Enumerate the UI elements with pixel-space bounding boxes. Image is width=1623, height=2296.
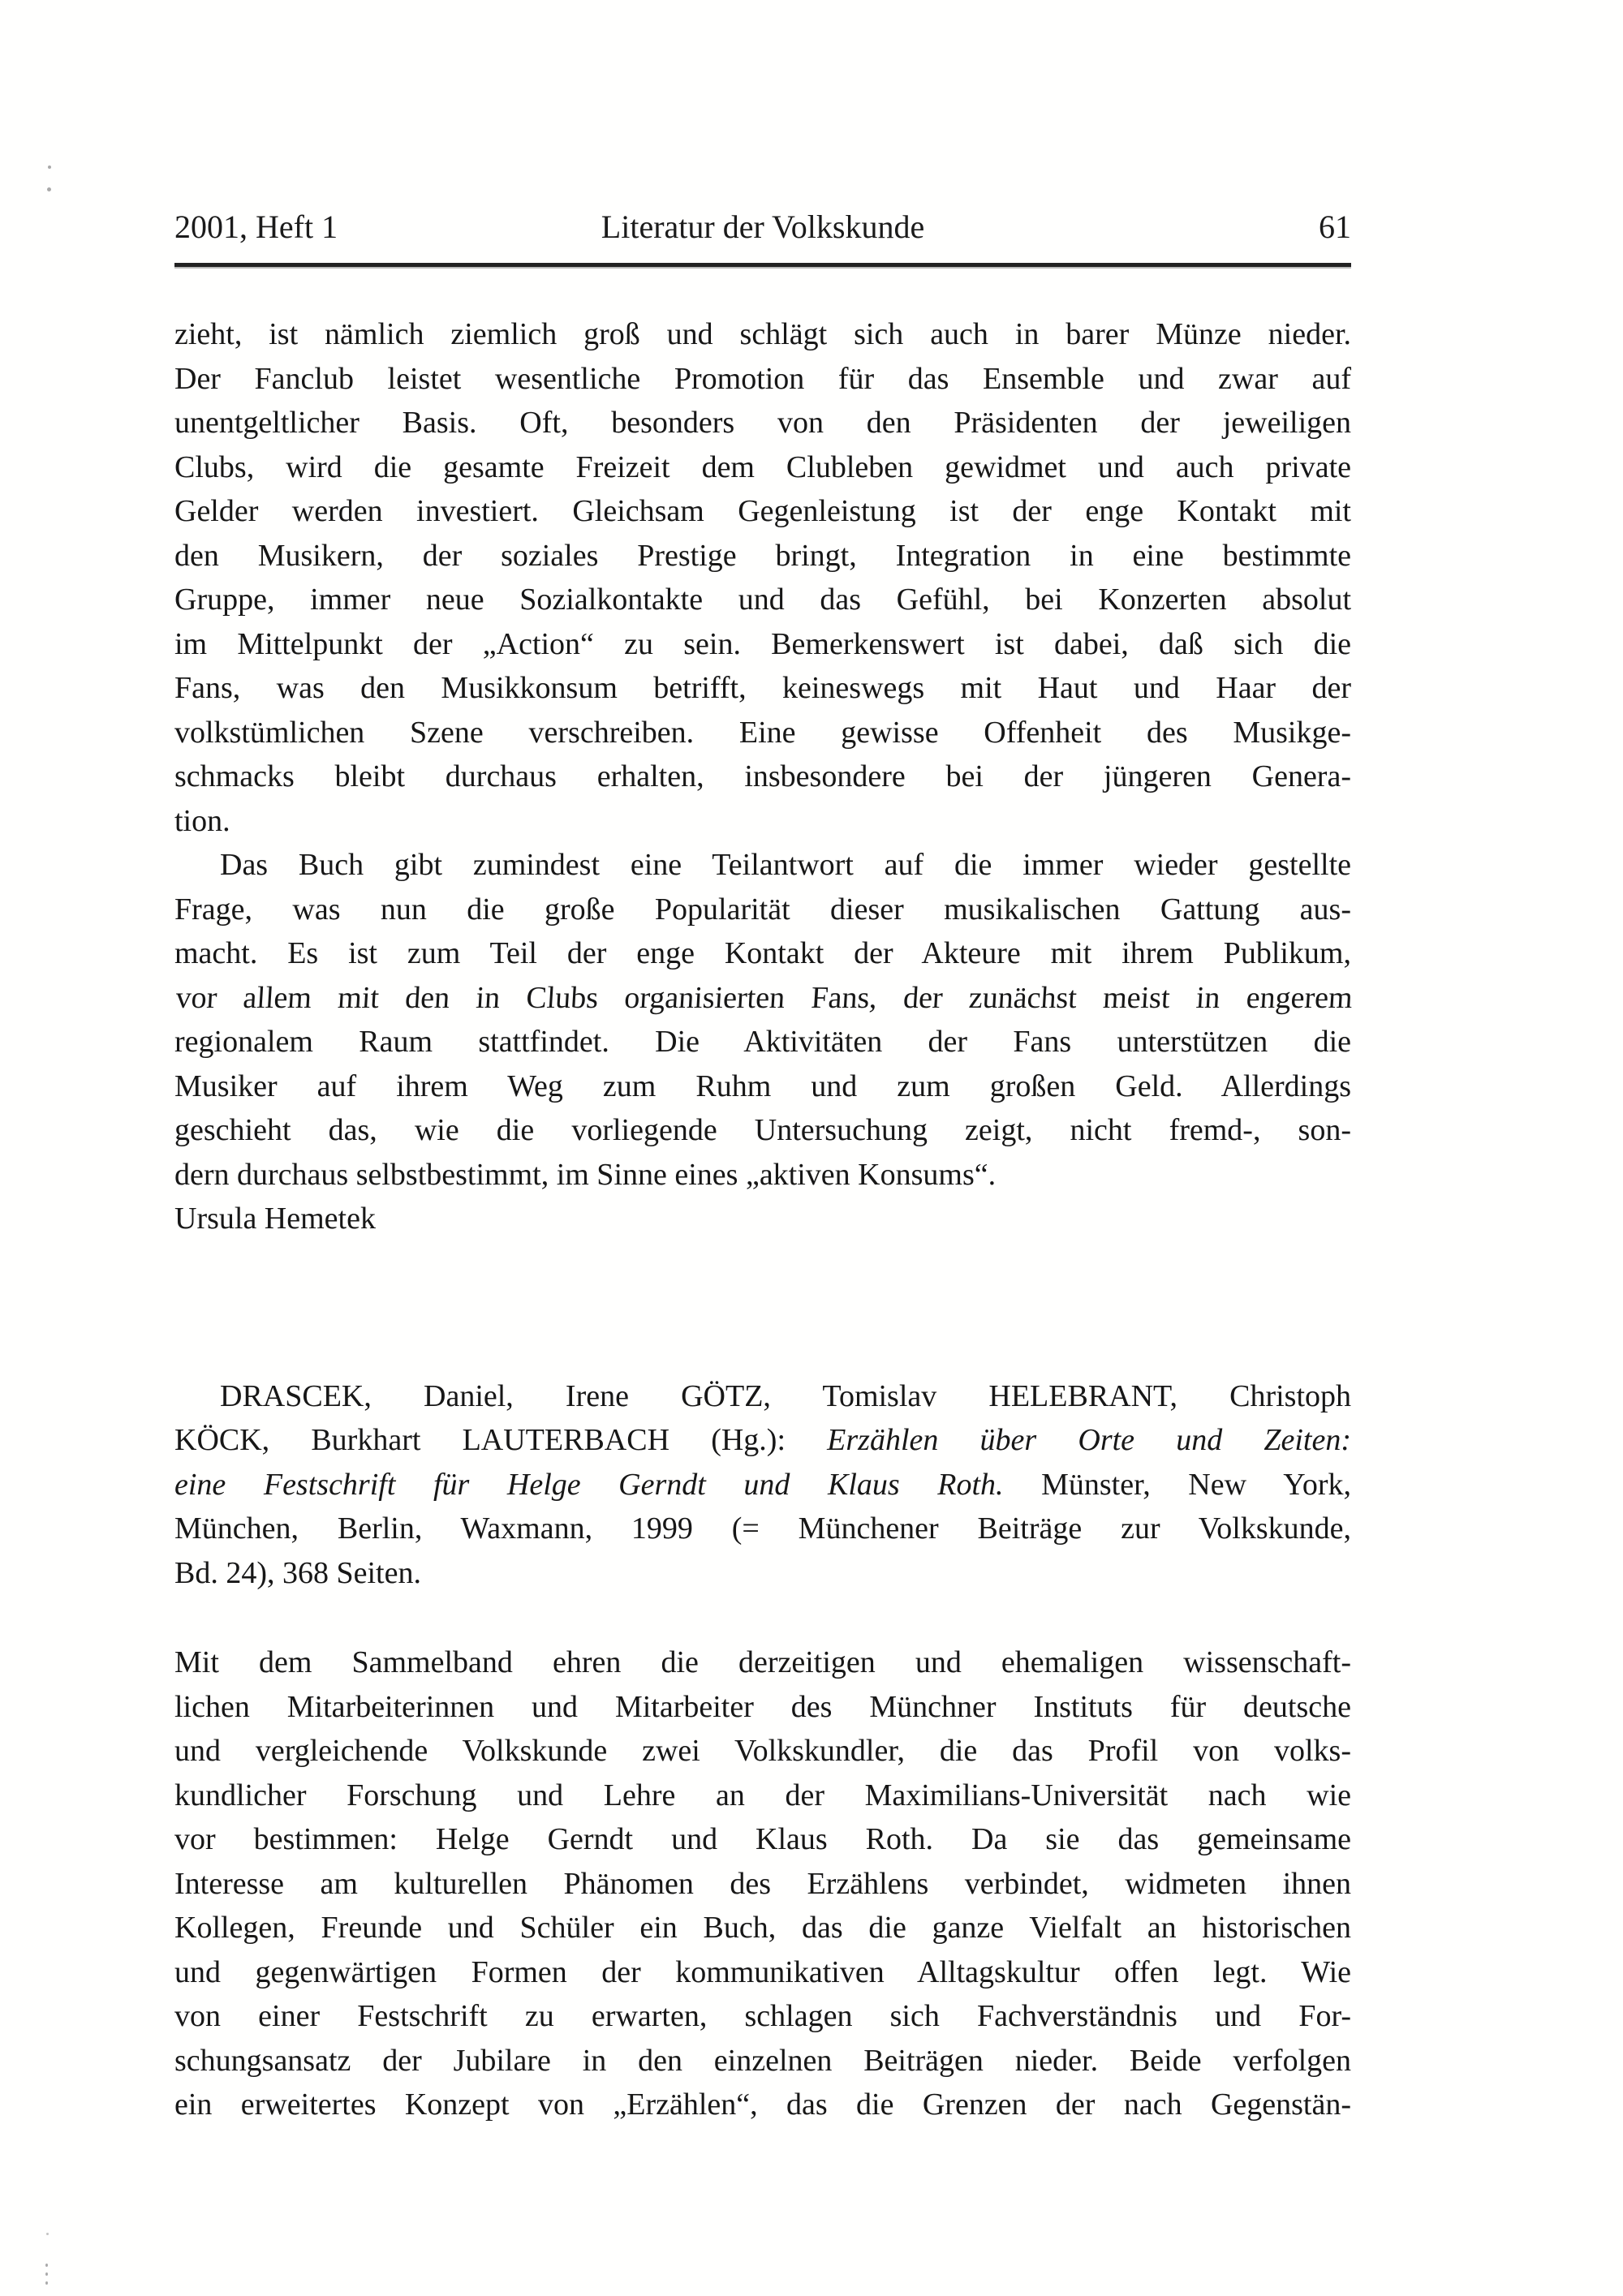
review-2-body — [174, 1640, 1351, 2127]
text-line: Clubs, wird die gesamte Freizeit dem Clubleben gewidmet und auch private — [174, 449, 1351, 484]
text-line: Kollegen, Freunde und Schüler ein Buch, das die ganze Vielfalt an historischen — [174, 1911, 1351, 1945]
text-line: Bd. 24), 368 Seiten. — [174, 1555, 421, 1590]
text-line: im Mittelpunkt der „Action“ zu sein. Bemerkenswert ist dabei, daß sich die — [174, 626, 1351, 661]
reviewer-signature: Ursula Hemetek — [174, 1202, 376, 1236]
citation-imprint: Münster, New York, — [1003, 1467, 1351, 1502]
scan-artifact — [45, 2272, 48, 2276]
text-line: und vergleichende Volkskunde zwei Volkskundler, die das Profil von volks- — [174, 1734, 1351, 1768]
text-line: Interesse am kulturellen Phänomen des Erzählens verbindet, widmeten ihnen — [174, 1866, 1351, 1901]
text-line: und gegenwärtigen Formen der kommunikativen Alltagskultur offen legt. Wie — [174, 1954, 1351, 1989]
text-line: DRASCEK, Daniel, Irene GÖTZ, Tomislav HELEBRANT, Christoph — [220, 1378, 1351, 1413]
text-line: kundlicher Forschung und Lehre an der Maximilians-Universität nach wie — [174, 1778, 1351, 1812]
text-line: Mit dem Sammelband ehren die derzeitigen und ehemaligen wissenschaft- — [174, 1645, 1351, 1679]
text-line: ein erweitertes Konzept von „Erzählen“, das die Grenzen der nach Gegenstän- — [174, 2087, 1351, 2122]
citation-editors: KÖCK, Burkhart LAUTERBACH (Hg.): — [174, 1423, 828, 1457]
book-citation — [174, 1374, 1351, 1596]
header-page-number: 61 — [1319, 209, 1351, 245]
text-line: regionalem Raum stattfindet. Die Aktivitäten der Fans unterstützen die — [174, 1025, 1351, 1059]
text-line: geschieht das, wie die vorliegende Untersuchung zeigt, nicht fremd-, son- — [174, 1113, 1351, 1147]
text-line: vor allem mit den in Clubs organisierten Fans, der zunächst meist in engerem — [174, 980, 1354, 1015]
header-journal-title: Literatur der Volkskunde — [601, 209, 925, 245]
text-line: von einer Festschrift zu erwarten, schlagen sich Fachverständnis und For- — [174, 1999, 1351, 2033]
citation-title: Erzählen über Orte und Zeiten: — [827, 1423, 1351, 1457]
text-line: schungsansatz der Jubilare in den einzelnen Beiträgen nieder. Beide verfolgen — [174, 2043, 1351, 2078]
header-issue: 2001, Heft 1 — [174, 209, 338, 245]
text-line: Der Fanclub leistet wesentliche Promotion für das Ensemble und zwar auf — [174, 361, 1351, 396]
text-line: tion. — [174, 803, 230, 838]
text-line: zieht, ist nämlich ziemlich groß und schlägt sich auch in barer Münze nieder. — [174, 317, 1351, 351]
text-line: dern durchaus selbstbestimmt, im Sinne eines „aktiven Konsums“. — [174, 1157, 997, 1192]
text-line: macht. Es ist zum Teil der enge Kontakt der Akteure mit ihrem Publikum, — [174, 936, 1351, 970]
text-line: Das Buch gibt zumindest eine Teilantwort auf die immer wieder gestellte — [220, 848, 1351, 882]
text-line: den Musikern, der soziales Prestige bringt, Integration in eine bestimmte — [174, 538, 1351, 573]
text-line: München, Berlin, Waxmann, 1999 (= Münchener Beiträge zur Volkskunde, — [174, 1511, 1351, 1546]
text-line — [174, 1463, 1351, 1507]
scan-artifact — [46, 2233, 49, 2235]
citation-title: eine Festschrift für Helge Gerndt und Klaus Roth. — [174, 1467, 1004, 1502]
text-line: lichen Mitarbeiterinnen und Mitarbeiter des Münchner Instituts für deutsche — [174, 1689, 1351, 1724]
text-line: Frage, was nun die große Popularität dieser musikalischen Gattung aus- — [174, 892, 1351, 927]
text-line: Fans, was den Musikkonsum betrifft, keineswegs mit Haut und Haar der — [174, 671, 1351, 705]
text-line: schmacks bleibt durchaus erhalten, insbesondere bei der jüngeren Genera- — [174, 759, 1351, 793]
text-line: Musiker auf ihrem Weg zum Ruhm und zum großen Geld. Allerdings — [174, 1068, 1351, 1103]
text-line: Gelder werden investiert. Gleichsam Gegenleistung ist der enge Kontakt mit — [174, 494, 1351, 528]
text-line: unentgeltlicher Basis. Oft, besonders von den Präsidenten der jeweiligen — [174, 406, 1351, 440]
text-line: Gruppe, immer neue Sozialkontakte und das Gefühl, bei Konzerten absolut — [174, 583, 1351, 617]
scan-artifact — [45, 2281, 48, 2285]
header-rule — [174, 263, 1351, 267]
text-line — [174, 1418, 1351, 1463]
text-line: vor bestimmen: Helge Gerndt und Klaus Roth. Da sie das gemeinsame — [174, 1822, 1351, 1856]
scan-artifact — [45, 2264, 48, 2267]
review-1-body — [174, 312, 1354, 2127]
scan-artifact — [48, 166, 51, 169]
page-content — [174, 208, 1354, 2127]
scan-artifact — [47, 187, 51, 191]
running-header — [174, 208, 1351, 247]
text-line: volkstümlichen Szene verschreiben. Eine gewisse Offenheit des Musikge- — [174, 715, 1351, 750]
